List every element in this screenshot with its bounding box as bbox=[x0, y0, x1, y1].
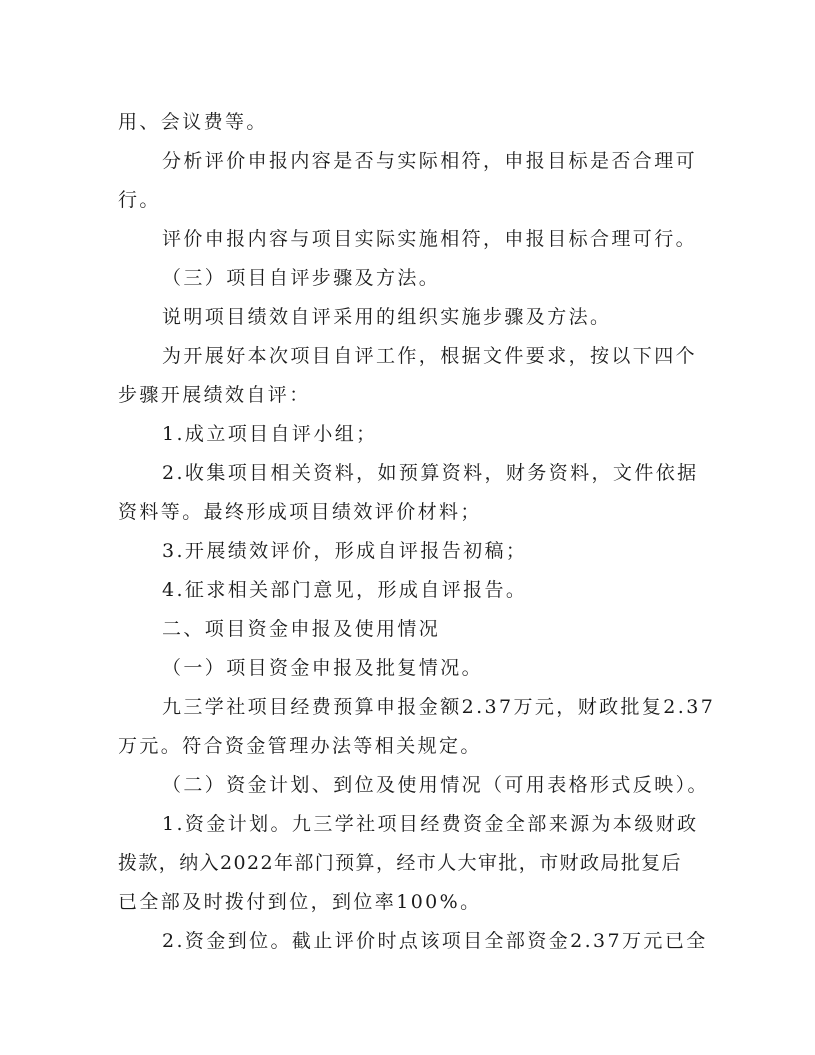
text-line-20: 拨款，纳入2022年部门预算，经市人大审批，市财政局批复后 bbox=[118, 852, 682, 874]
text-line-7: 为开展好本次项目自评工作，根据文件要求，按以下四个 bbox=[162, 345, 698, 367]
subsection-heading-1: （一）项目资金申报及批复情况。 bbox=[162, 657, 484, 679]
text-line-3: 行。 bbox=[118, 189, 161, 211]
list-item-2-cont: 资料等。最终形成项目绩效评价材料； bbox=[118, 501, 482, 523]
text-line-6: 说明项目绩效自评采用的组织实施步骤及方法。 bbox=[162, 306, 612, 328]
text-line-2: 分析评价申报内容是否与实际相符，申报目标是否合理可 bbox=[162, 150, 698, 172]
text-line-17: 万元。符合资金管理办法等相关规定。 bbox=[118, 735, 482, 757]
text-line-4: 评价申报内容与项目实际实施相符，申报目标合理可行。 bbox=[162, 228, 698, 250]
section-heading-2: 二、项目资金申报及使用情况 bbox=[162, 618, 441, 640]
list-item-4: 4.征求相关部门意见，形成自评报告。 bbox=[162, 579, 528, 601]
text-line-16: 九三学社项目经费预算申报金额2.37万元，财政批复2.37 bbox=[162, 696, 716, 718]
text-line-8: 步骤开展绩效自评： bbox=[118, 384, 311, 406]
section-heading-3: （三）项目自评步骤及方法。 bbox=[162, 267, 441, 289]
text-line-1: 用、会议费等。 bbox=[118, 111, 268, 133]
list-item-1: 1.成立项目自评小组； bbox=[162, 423, 378, 445]
text-line-19: 1.资金计划。九三学社项目经费资金全部来源为本级财政 bbox=[162, 813, 699, 835]
list-item-3: 3.开展绩效评价，形成自评报告初稿； bbox=[162, 540, 528, 562]
list-item-2: 2.收集项目相关资料，如预算资料，财务资料，文件依据 bbox=[162, 462, 699, 484]
subsection-heading-2: （二）资金计划、到位及使用情况（可用表格形式反映）。 bbox=[162, 774, 709, 796]
text-line-21: 已全部及时拨付到位，到位率100%。 bbox=[118, 891, 482, 913]
text-line-22: 2.资金到位。截止评价时点该项目全部资金2.37万元已全 bbox=[162, 930, 708, 952]
